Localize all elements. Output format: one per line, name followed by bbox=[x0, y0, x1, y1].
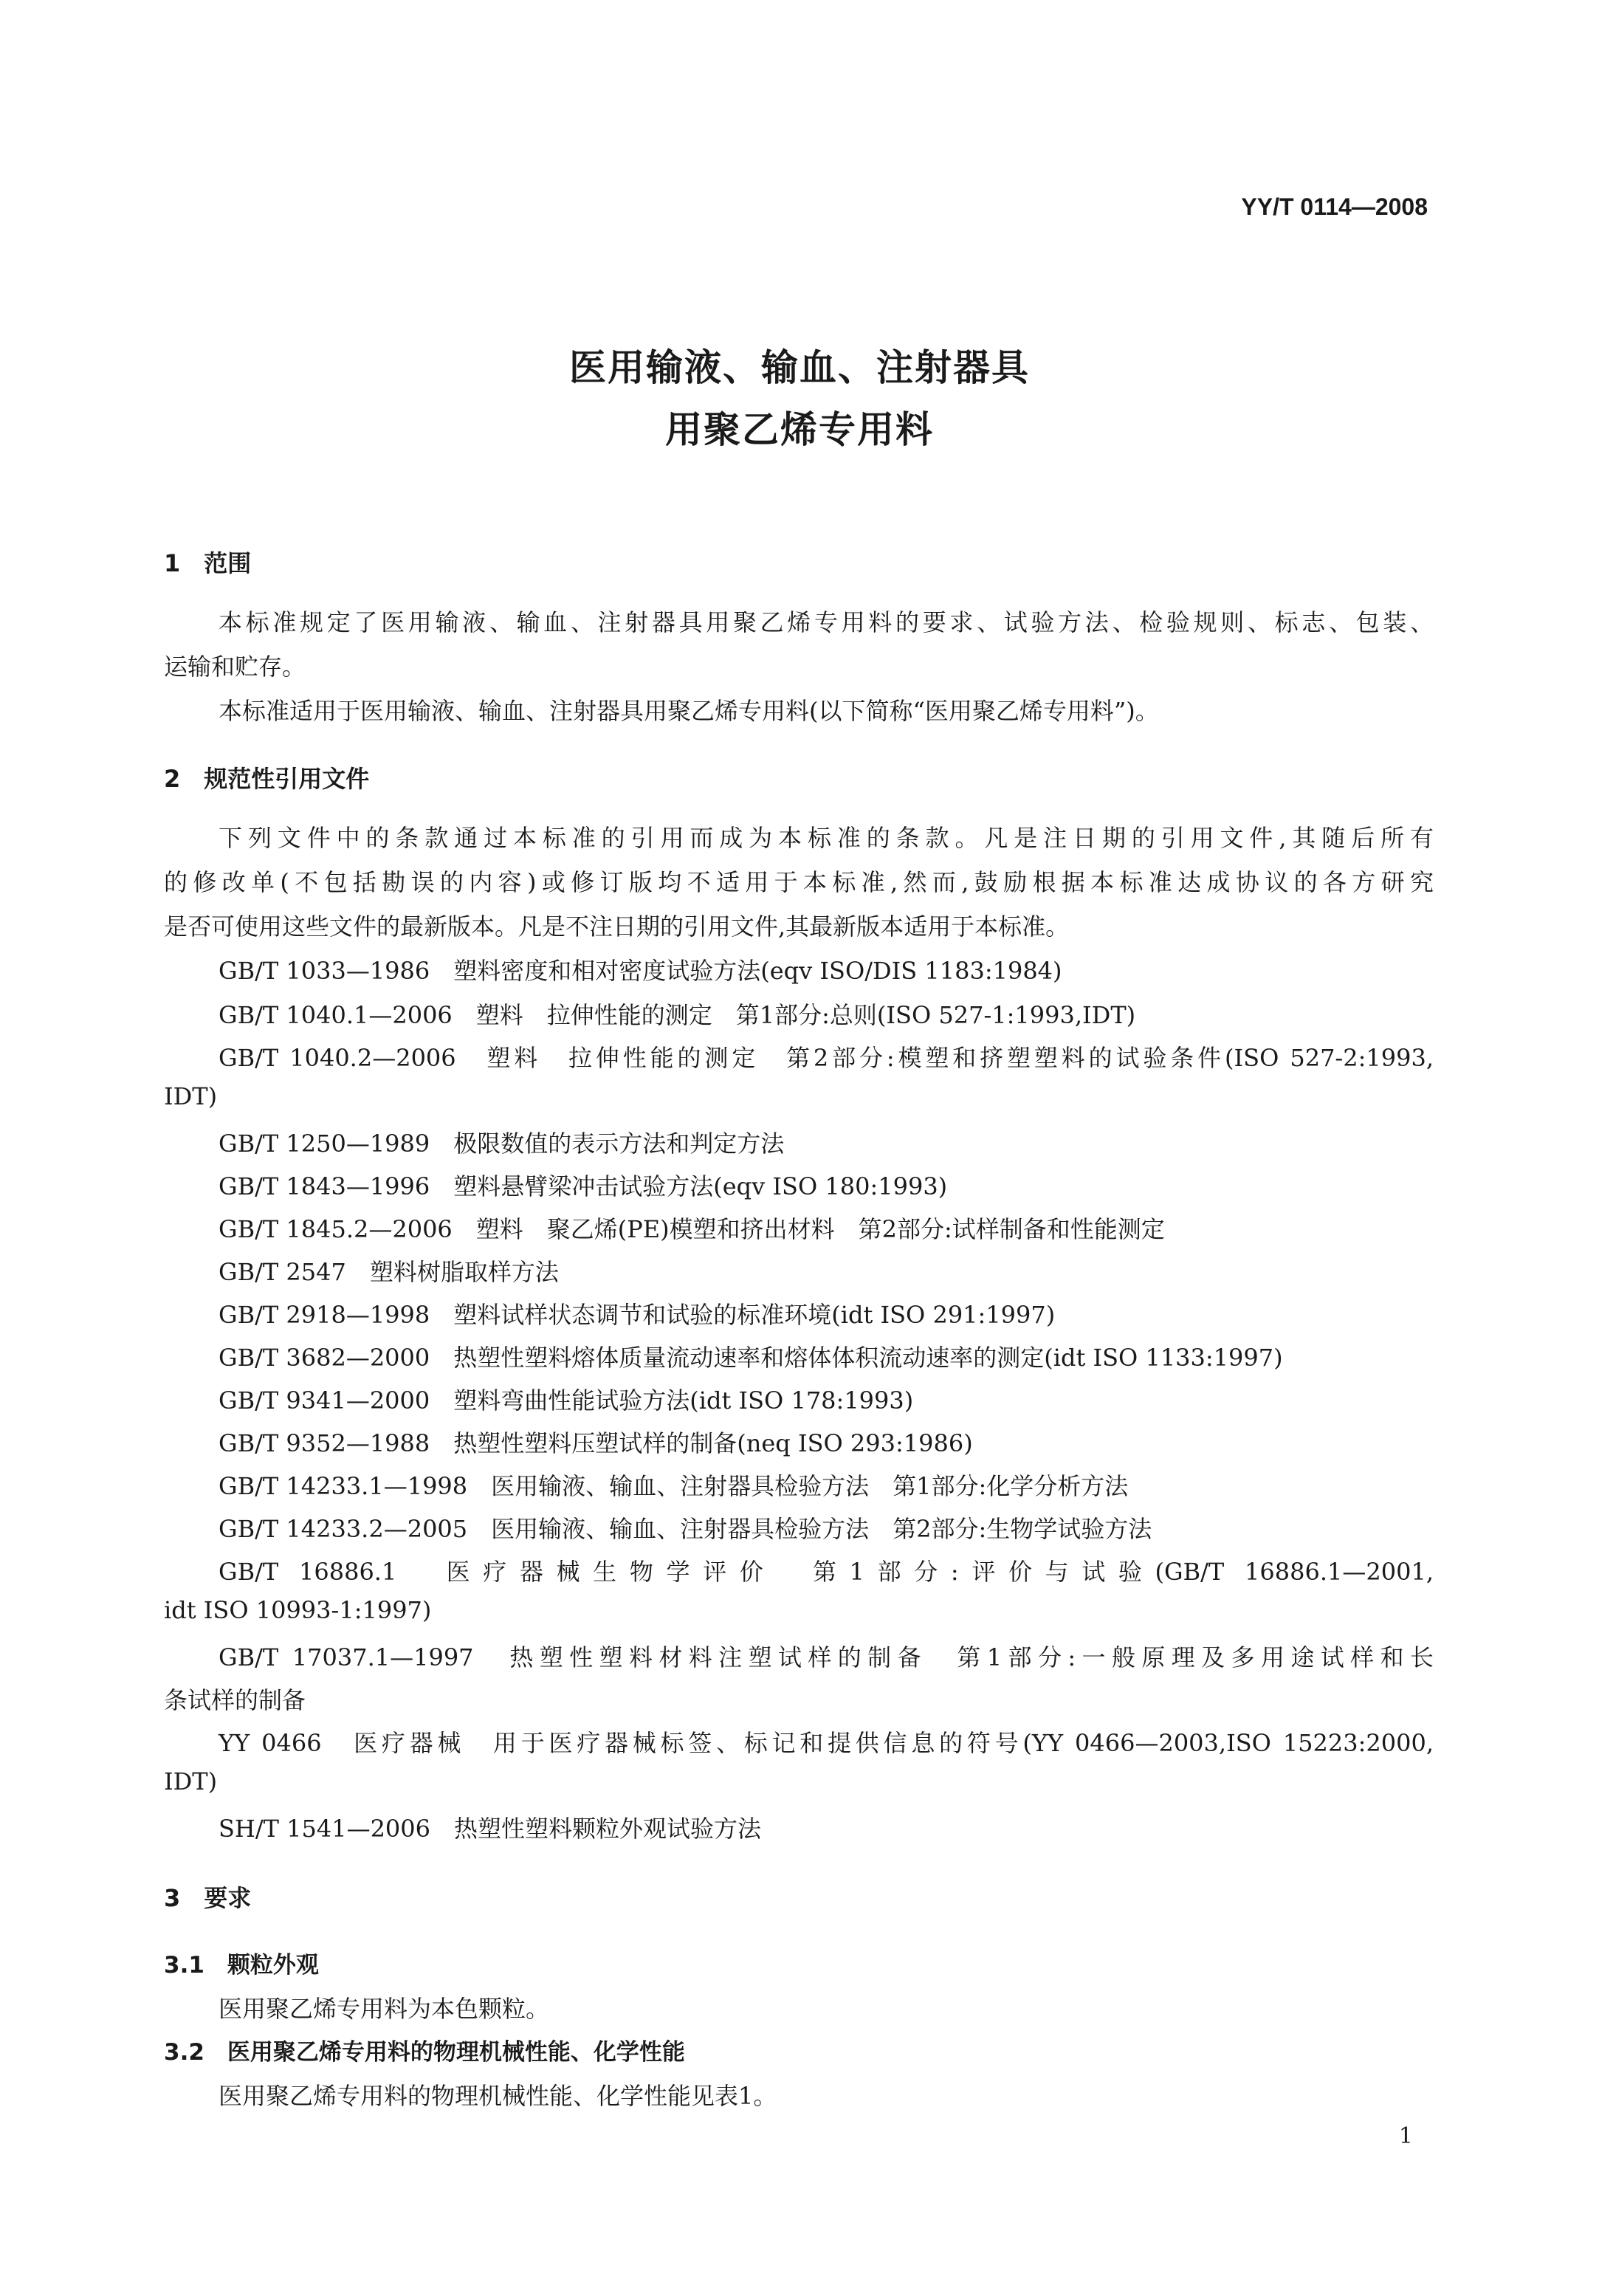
reference-item: GB/T 2547 塑料树脂取样方法 bbox=[219, 1258, 559, 1286]
reference-item: GB/T 3682—2000 热塑性塑料熔体质量流动速率和熔体体积流动速率的测定(idt ISO 1133:1997) bbox=[219, 1344, 1283, 1372]
title-line-1: 医用输液、输血、注射器具 bbox=[569, 346, 1030, 389]
section-3-2-text: 医用聚乙烯专用料的物理机械性能、化学性能见表1。 bbox=[219, 2082, 777, 2110]
reference-item-continuation: idt ISO 10993-1:1997) bbox=[164, 1596, 432, 1624]
reference-item: GB/T 1040.2—2006 塑料 拉伸性能的测定 第2部分:模塑和挤塑塑料的试验条件(ISO 527-2:1993, bbox=[219, 1044, 1434, 1072]
section-1-para-1-line-1: 本标准规定了医用输液、输血、注射器具用聚乙烯专用料的要求、试验方法、检验规则、标志、包装、 bbox=[219, 608, 1434, 636]
page-number: 1 bbox=[1398, 2123, 1413, 2149]
reference-item: GB/T 9352—1988 热塑性塑料压塑试样的制备(neq ISO 293:1986) bbox=[219, 1429, 973, 1457]
section-2-intro-line-2: 的修改单(不包括勘误的内容)或修订版均不适用于本标准,然而,鼓励根据本标准达成协议的各方研究 bbox=[164, 868, 1434, 896]
reference-item: GB/T 1845.2—2006 塑料 聚乙烯(PE)模塑和挤出材料 第2部分:试样制备和性能测定 bbox=[219, 1215, 1165, 1243]
reference-item: GB/T 14233.2—2005 医用输液、输血、注射器具检验方法 第2部分:生物学试验方法 bbox=[219, 1515, 1152, 1543]
section-3-1-heading: 3.1 颗粒外观 bbox=[164, 1952, 319, 1979]
reference-item: SH/T 1541—2006 热塑性塑料颗粒外观试验方法 bbox=[219, 1815, 762, 1843]
reference-item: GB/T 17037.1—1997 热塑性塑料材料注塑试样的制备 第1部分:一般原理及多用途试样和长 bbox=[219, 1643, 1434, 1671]
section-1-para-1-line-2: 运输和贮存。 bbox=[164, 653, 306, 681]
section-1-para-2: 本标准适用于医用输液、输血、注射器具用聚乙烯专用料(以下简称“医用聚乙烯专用料”)。 bbox=[219, 697, 1159, 725]
document-id: YY/T 0114—2008 bbox=[1241, 193, 1428, 220]
reference-item: GB/T 14233.1—1998 医用输液、输血、注射器具检验方法 第1部分:化学分析方法 bbox=[219, 1472, 1129, 1500]
section-3-2-heading: 3.2 医用聚乙烯专用料的物理机械性能、化学性能 bbox=[164, 2039, 685, 2066]
reference-item-continuation: IDT) bbox=[164, 1082, 218, 1110]
reference-item: GB/T 9341—2000 塑料弯曲性能试验方法(idt ISO 178:1993) bbox=[219, 1386, 914, 1415]
title-line-2: 用聚乙烯专用料 bbox=[665, 408, 934, 451]
reference-item: GB/T 16886.1 医疗器械生物学评价 第1部分:评价与试验(GB/T 16886.1—2001, bbox=[219, 1558, 1434, 1586]
reference-item-continuation: 条试样的制备 bbox=[164, 1686, 306, 1714]
reference-item: GB/T 2918—1998 塑料试样状态调节和试验的标准环境(idt ISO 291:1997) bbox=[219, 1301, 1056, 1329]
section-3-heading: 3 要求 bbox=[164, 1884, 252, 1912]
reference-item: GB/T 1843—1996 塑料悬臂梁冲击试验方法(eqv ISO 180:1993) bbox=[219, 1172, 948, 1200]
reference-item: GB/T 1033—1986 塑料密度和相对密度试验方法(eqv ISO/DIS 1183:1984) bbox=[219, 957, 1062, 985]
section-1-heading: 1 范围 bbox=[164, 549, 252, 577]
section-2-heading: 2 规范性引用文件 bbox=[164, 765, 370, 793]
section-3-1-text: 医用聚乙烯专用料为本色颗粒。 bbox=[219, 1995, 550, 2023]
reference-item: GB/T 1040.1—2006 塑料 拉伸性能的测定 第1部分:总则(ISO 527-1:1993,IDT) bbox=[219, 1001, 1136, 1029]
section-2-intro-line-1: 下列文件中的条款通过本标准的引用而成为本标准的条款。凡是注日期的引用文件,其随后所有 bbox=[219, 824, 1434, 852]
reference-item-continuation: IDT) bbox=[164, 1767, 218, 1795]
reference-item: GB/T 1250—1989 极限数值的表示方法和判定方法 bbox=[219, 1130, 785, 1158]
section-2-intro-line-3: 是否可使用这些文件的最新版本。凡是不注日期的引用文件,其最新版本适用于本标准。 bbox=[164, 912, 1070, 941]
reference-item: YY 0466 医疗器械 用于医疗器械标签、标记和提供信息的符号(YY 0466—2003,ISO 15223:2000, bbox=[219, 1729, 1434, 1757]
